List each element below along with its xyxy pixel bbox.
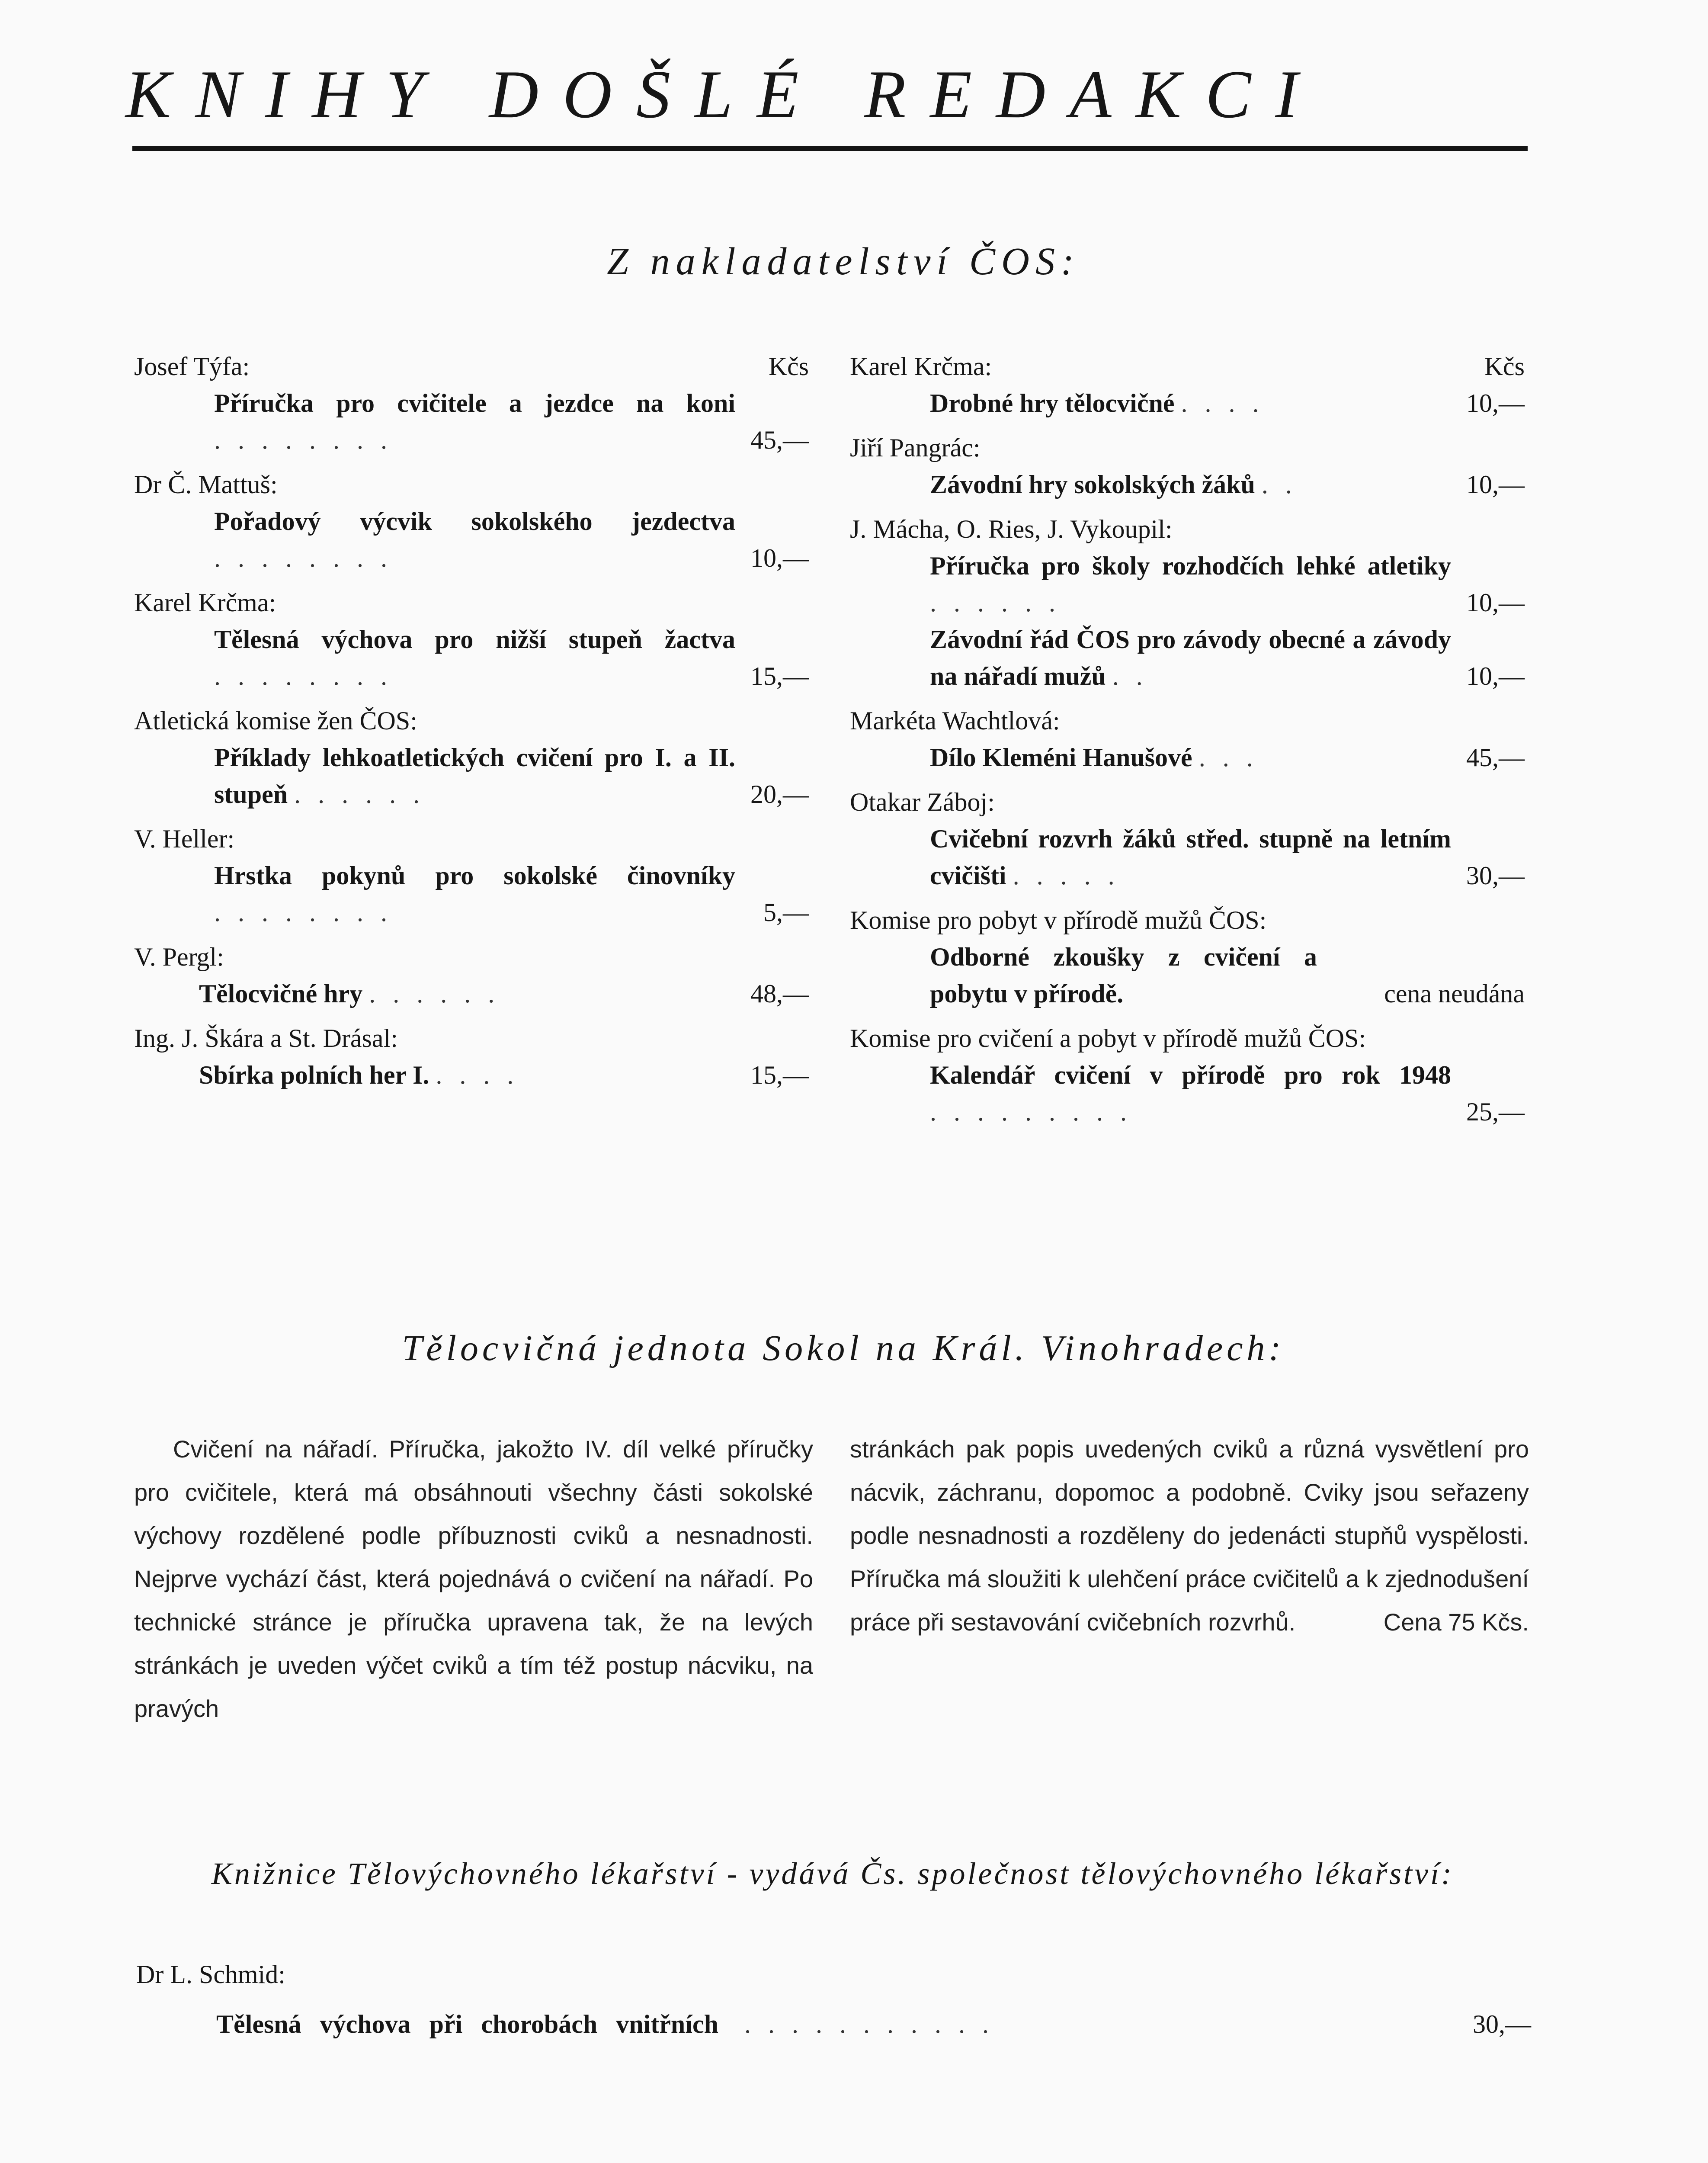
- book-list-left: [134, 348, 809, 1101]
- title-rule: [132, 146, 1528, 151]
- book-author: V. Pergl:: [134, 943, 224, 971]
- book-author: Dr Č. Mattuš:: [134, 470, 278, 499]
- book-author: Jiří Pangrác:: [850, 433, 981, 462]
- book-author: Josef Týfa:: [134, 352, 250, 381]
- list-item: [850, 430, 1525, 503]
- book-line: Drobné hry tělocvičné .... 10,—: [850, 385, 1525, 422]
- book-price: 10,—: [1466, 470, 1525, 499]
- list-item: [134, 584, 809, 695]
- book-price: 48,—: [750, 979, 809, 1008]
- book-line: [850, 939, 1525, 1012]
- book-price: 10,—: [1466, 662, 1525, 690]
- book-price: 25,—: [1466, 1098, 1525, 1126]
- list-item: [850, 902, 1525, 1012]
- book-line: Příklady lehkoatletických cvičení pro I. a II. stupeň ...... 20,—: [134, 739, 809, 813]
- currency-header-right: Kčs: [1484, 352, 1525, 381]
- book-price: 10,—: [1466, 588, 1525, 617]
- book-title: Dílo Kleméni Hanušové: [930, 743, 1192, 772]
- book-line: Příručka pro školy rozhodčích lehké atletiky ...... 10,—: [850, 548, 1525, 621]
- book-line: Sbírka polních her I. .... 15,—: [134, 1057, 809, 1094]
- list-item: [850, 348, 1525, 422]
- list-item: [850, 703, 1525, 776]
- book-line: Závodní řád ČOS pro závody obecné a závody na nářadí mužů .. 10,—: [850, 621, 1525, 695]
- book-title: Příručka pro školy rozhodčích lehké atletiky: [930, 552, 1451, 580]
- book-author: Komise pro cvičení a pobyt v přírodě mužů ČOS:: [850, 1024, 1366, 1053]
- book-title: Závodní hry sokolských žáků: [930, 470, 1255, 499]
- book-title: Tělesná výchova při chorobách vnitřních: [216, 2010, 718, 2038]
- book-title: Tělesná výchova pro nižší stupeň žactva: [214, 625, 735, 654]
- review-paragraph-right: [850, 1428, 1529, 1644]
- book-title: Příručka pro cvičitele a jezdce na koni: [214, 389, 735, 417]
- book-author: Dr L. Schmid:: [136, 1960, 285, 1989]
- book-author: Otakar Záboj:: [850, 788, 995, 816]
- book-title: Drobné hry tělocvičné: [930, 389, 1175, 417]
- book-line: Závodní hry sokolských žáků .. 10,—: [850, 466, 1525, 503]
- book-title: Závodní řád ČOS pro závody obecné a závody na nářadí mužů: [930, 625, 1451, 690]
- book-price: cena neudána: [1384, 979, 1525, 1008]
- book-author: Ing. J. Škára a St. Drásal:: [134, 1024, 398, 1053]
- list-item: [134, 821, 809, 931]
- list-item: [134, 466, 809, 577]
- review-paragraph-left: Cvičení na nářadí. Příručka, jakožto IV. díl velké příručky pro cvičitele, která má obsáhnouti všechny části sokolské výchovy rozdělené podle příbuznosti cviků a nesnadnosti. Nejprve vychází část, která pojednává o cvičení na nářadí. Po technické stránce je příručka upravena tak, že na levých stránkách je uveden výčet cviků a tím též postup nácviku, na pravých: [134, 1435, 813, 1722]
- book-price: 30,—: [1473, 2010, 1531, 2038]
- book-line: Tělesná výchova pro nižší stupeň žactva ........ 15,—: [134, 621, 809, 695]
- book-line: Cvičební rozvrh žáků střed. stupně na letním cvičišti ..... 30,—: [850, 821, 1525, 894]
- book-title: Pořadový výcvik sokolského jezdectva: [214, 507, 735, 536]
- list-item: [850, 511, 1525, 695]
- review-price: Cena 75 Kčs.: [1383, 1608, 1529, 1636]
- currency-header-left: Kčs: [768, 352, 809, 381]
- book-price: 10,—: [1466, 389, 1525, 417]
- book-price: 45,—: [750, 426, 809, 454]
- list-item: [134, 348, 809, 459]
- book-author: Karel Krčma:: [134, 588, 276, 617]
- book-author: Atletická komise žen ČOS:: [134, 706, 417, 735]
- book-author: Markéta Wachtlová:: [850, 706, 1060, 735]
- book-price: 45,—: [1466, 743, 1525, 772]
- book-author: Komise pro pobyt v přírodě mužů ČOS:: [850, 906, 1267, 934]
- book-price: 15,—: [750, 1061, 809, 1089]
- book-line: Příručka pro cvičitele a jezdce na koni ........ 45,—: [134, 385, 809, 459]
- list-item: [134, 703, 809, 813]
- book-line: Pořadový výcvik sokolského jezdectva ........ 10,—: [134, 503, 809, 577]
- book-title: Příklady lehkoatletických cvičení pro I. a II. stupeň: [214, 743, 735, 809]
- list-item: [134, 939, 809, 1012]
- section-heading-cos: Z nakladatelství ČOS:: [607, 240, 1080, 283]
- book-price: 20,—: [750, 780, 809, 809]
- book-title: Cvičební rozvrh žáků střed. stupně na letním cvičišti: [930, 825, 1451, 890]
- list-item: [850, 784, 1525, 894]
- book-price: 15,—: [750, 662, 809, 690]
- page-title: KNIHY DOŠLÉ REDAKCI: [125, 57, 1322, 132]
- list-item: [134, 1020, 809, 1094]
- book-author: Karel Krčma:: [850, 352, 992, 381]
- book-list-right: [850, 348, 1525, 1138]
- book-author: J. Mácha, O. Ries, J. Vykoupil:: [850, 515, 1173, 543]
- book-line: Kalendář cvičení v přírodě pro rok 1948 ......... 25,—: [850, 1057, 1525, 1130]
- book-line: Tělesná výchova při chorobách vnitřních ........... 30,—: [216, 2010, 1531, 2038]
- book-title: Sbírka polních her I.: [199, 1061, 429, 1089]
- book-title: Hrstka pokynů pro sokolské činovníky: [214, 861, 735, 890]
- book-title: Kalendář cvičení v přírodě pro rok 1948: [930, 1061, 1451, 1089]
- section-heading-sokol: Tělocvičná jednota Sokol na Král. Vinohradech:: [402, 1328, 1285, 1368]
- book-line: Hrstka pokynů pro sokolské činovníky ........ 5,—: [134, 857, 809, 931]
- section-heading-library: Knižnice Tělovýchovného lékařství - vydává Čs. společnost tělovýchovného lékařství:: [211, 1856, 1454, 1891]
- book-price: 5,—: [763, 898, 809, 927]
- book-price: 30,—: [1466, 861, 1525, 890]
- book-line: Tělocvičné hry ...... 48,—: [134, 976, 809, 1012]
- book-author: V. Heller:: [134, 825, 235, 853]
- review-paragraph-right-text: stránkách pak popis uvedených cviků a různá vysvětlení pro nácvik, záchranu, dopomoc a podobně. Cviky jsou seřazeny podle nesnadnosti a rozděleny do jedenácti stupňů vyspělosti. Příručka má sloužiti k ulehčení práce cvičitelů a k zjednodušení práce při sestavování cvičebních rozvrhů.: [850, 1435, 1529, 1636]
- book-line: Dílo Kleméni Hanušové ... 45,—: [850, 739, 1525, 776]
- book-title: Odborné zkoušky z cvičení a pobytu v přírodě.: [930, 943, 1317, 1008]
- book-title: Tělocvičné hry: [199, 979, 363, 1008]
- list-item: [850, 1020, 1525, 1130]
- book-price: 10,—: [750, 544, 809, 572]
